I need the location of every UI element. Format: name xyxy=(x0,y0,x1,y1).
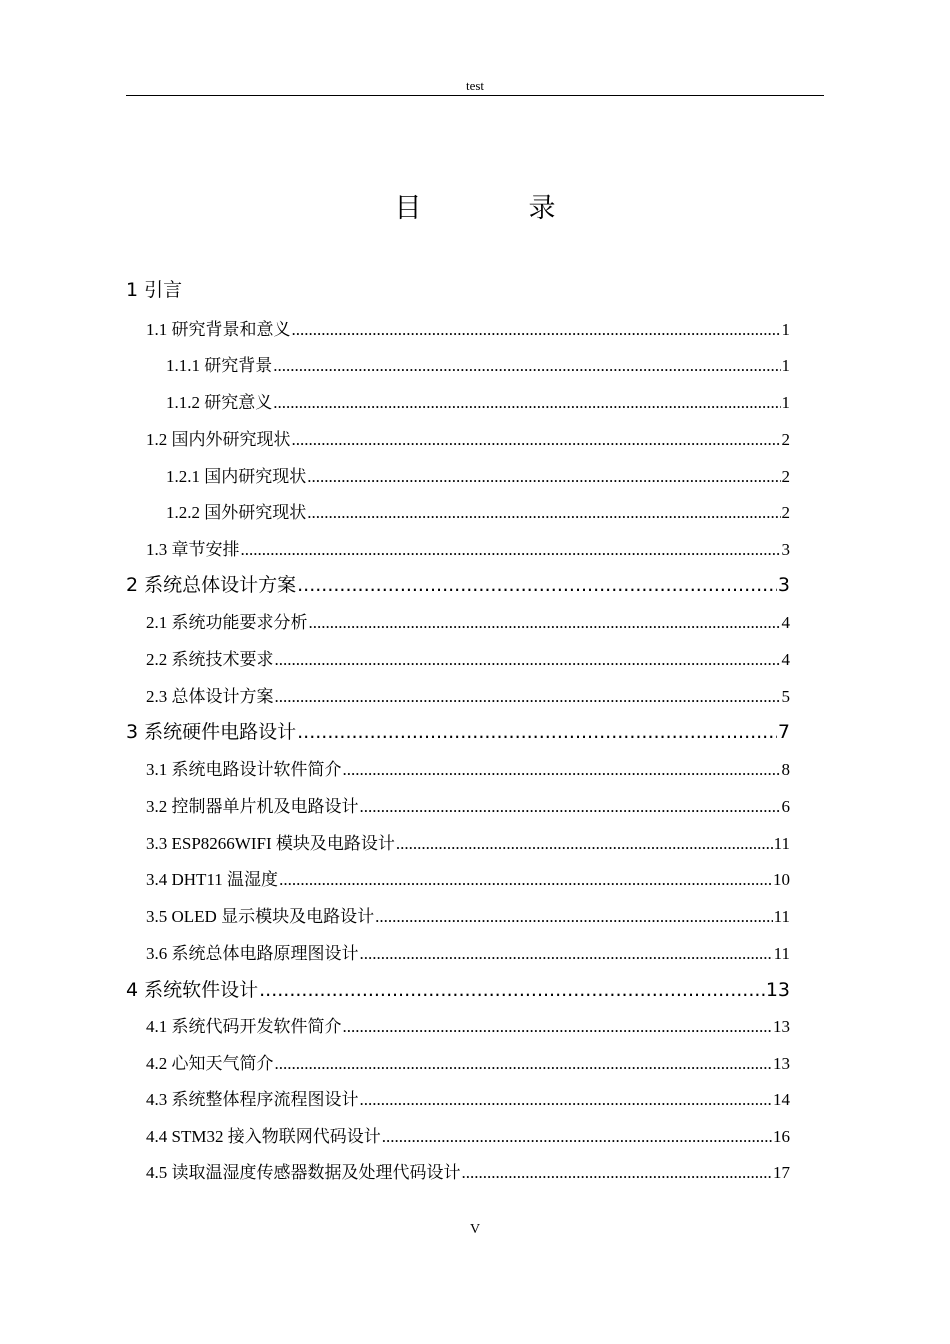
toc-leader-dots xyxy=(292,430,781,450)
toc-page-number: 10 xyxy=(773,870,790,889)
toc-entry-label: 1.3 章节安排 xyxy=(146,540,240,559)
toc-entry[interactable] xyxy=(146,755,790,780)
toc-entry-label: 2.3 总体设计方案 xyxy=(146,687,274,706)
toc-entry[interactable] xyxy=(146,1122,790,1147)
toc-leader-dots xyxy=(375,907,773,927)
toc-leader-dots xyxy=(241,540,781,560)
toc-entry-label: 1.2.1 国内研究现状 xyxy=(166,467,307,486)
toc-entry[interactable] xyxy=(166,388,790,413)
toc-entry-label: 2 系统总体设计方案 xyxy=(126,574,297,596)
toc-leader-dots xyxy=(382,1127,772,1147)
toc-leader-dots xyxy=(360,797,781,817)
toc-entry-label: 3.5 OLED 显示模块及电路设计 xyxy=(146,907,375,926)
toc-page-number: 13 xyxy=(773,1017,790,1036)
toc-entry-label: 4.1 系统代码开发软件简介 xyxy=(146,1017,342,1036)
toc-page-number: 7 xyxy=(777,721,790,743)
toc-page-number: 11 xyxy=(773,834,790,853)
toc-entry-label: 1 引言 xyxy=(126,279,183,301)
toc-entry-label: 2.1 系统功能要求分析 xyxy=(146,613,308,632)
toc-page-number: 16 xyxy=(773,1127,790,1146)
toc-page-number: 8 xyxy=(781,760,790,779)
toc-entry-label: 4.4 STM32 接入物联网代码设计 xyxy=(146,1127,381,1146)
toc-entry-label: 3.2 控制器单片机及电路设计 xyxy=(146,797,359,816)
toc-entry[interactable] xyxy=(146,1158,790,1183)
toc-leader-dots xyxy=(297,721,777,743)
toc-entry[interactable] xyxy=(166,351,790,376)
toc-leader-dots xyxy=(273,393,780,413)
toc-leader-dots xyxy=(462,1163,773,1183)
toc-entry-label: 3.1 系统电路设计软件简介 xyxy=(146,760,342,779)
toc-entry[interactable] xyxy=(146,865,790,890)
toc-leader-dots xyxy=(292,320,781,340)
page-number-footer: V xyxy=(469,1222,481,1237)
toc-page-number: 2 xyxy=(781,467,790,486)
toc-leader-dots xyxy=(343,760,781,780)
toc-entry[interactable] xyxy=(166,498,790,523)
toc-leader-dots xyxy=(360,1090,773,1110)
toc-chapter-3[interactable] xyxy=(126,717,790,744)
toc-entry[interactable] xyxy=(146,682,790,707)
toc-leader-dots xyxy=(275,650,781,670)
toc-leader-dots xyxy=(279,870,772,890)
toc-leader-dots xyxy=(360,944,773,964)
toc-entry[interactable] xyxy=(146,315,790,340)
toc-entry-label: 3.6 系统总体电路原理图设计 xyxy=(146,944,359,963)
toc-entry[interactable] xyxy=(146,939,790,964)
toc-page-number: 3 xyxy=(781,540,790,559)
toc-page-number: 11 xyxy=(773,944,790,963)
toc-leader-dots xyxy=(396,834,773,854)
toc-entry-label: 2.2 系统技术要求 xyxy=(146,650,274,669)
toc-entry[interactable] xyxy=(146,425,790,450)
toc-page-number: 3 xyxy=(777,574,790,596)
toc-page-number: 11 xyxy=(773,907,790,926)
toc-page-number: 13 xyxy=(773,1054,790,1073)
toc-entry-label: 4.5 读取温湿度传感器数据及处理代码设计 xyxy=(146,1163,461,1182)
toc-entry-label: 4.2 心知天气简介 xyxy=(146,1054,274,1073)
toc-entry[interactable] xyxy=(146,829,790,854)
toc-entry[interactable] xyxy=(146,1049,790,1074)
toc-page-number: 13 xyxy=(765,979,790,1001)
toc-entry[interactable] xyxy=(146,792,790,817)
toc-entry-label: 1.2.2 国外研究现状 xyxy=(166,503,307,522)
toc-entry-label: 1.2 国内外研究现状 xyxy=(146,430,291,449)
toc-entry[interactable] xyxy=(146,645,790,670)
toc-leader-dots xyxy=(307,467,780,487)
toc-leader-dots xyxy=(309,613,781,633)
toc-entry-label: 1.1.2 研究意义 xyxy=(166,393,273,412)
toc-entry-label: 4.3 系统整体程序流程图设计 xyxy=(146,1090,359,1109)
toc-page-number: 1 xyxy=(781,356,790,375)
toc-leader-dots xyxy=(273,356,780,376)
toc-entry-label: 3 系统硬件电路设计 xyxy=(126,721,297,743)
toc-chapter-4[interactable] xyxy=(126,975,790,1002)
toc-page-number: 5 xyxy=(781,687,790,706)
toc-leader-dots xyxy=(275,1054,773,1074)
toc-page-number: 2 xyxy=(781,430,790,449)
toc-entry[interactable] xyxy=(146,608,790,633)
toc-page-number: 4 xyxy=(781,650,790,669)
toc-entry[interactable] xyxy=(166,462,790,487)
toc-entry[interactable] xyxy=(146,535,790,560)
toc-page-number: 1 xyxy=(781,320,790,339)
toc-page-number: 1 xyxy=(781,393,790,412)
toc-page-number: 4 xyxy=(781,613,790,632)
toc-leader-dots xyxy=(343,1017,773,1037)
toc-entry-label: 3.4 DHT11 温湿度 xyxy=(146,870,279,889)
toc-entry[interactable] xyxy=(146,1012,790,1037)
toc-page-number: 6 xyxy=(781,797,790,816)
toc-entry-label: 1.1 研究背景和意义 xyxy=(146,320,291,339)
toc-title: 目 录 xyxy=(394,193,596,224)
toc-page-number: 2 xyxy=(781,503,790,522)
toc-leader-dots xyxy=(275,687,781,707)
toc-page-number: 17 xyxy=(773,1163,790,1182)
running-header: test xyxy=(465,78,485,93)
toc-leader-dots xyxy=(297,574,777,596)
toc-chapter-1[interactable] xyxy=(126,275,790,302)
toc-entry[interactable] xyxy=(146,902,790,927)
toc-leader-dots xyxy=(259,979,765,1001)
toc-entry[interactable] xyxy=(146,1085,790,1110)
toc-leader-dots xyxy=(307,503,780,523)
toc-entry-label: 4 系统软件设计 xyxy=(126,979,259,1001)
toc-entry-label: 1.1.1 研究背景 xyxy=(166,356,273,375)
toc-entry-label: 3.3 ESP8266WIFI 模块及电路设计 xyxy=(146,834,395,853)
toc-chapter-2[interactable] xyxy=(126,570,790,597)
toc-page-number: 14 xyxy=(773,1090,790,1109)
